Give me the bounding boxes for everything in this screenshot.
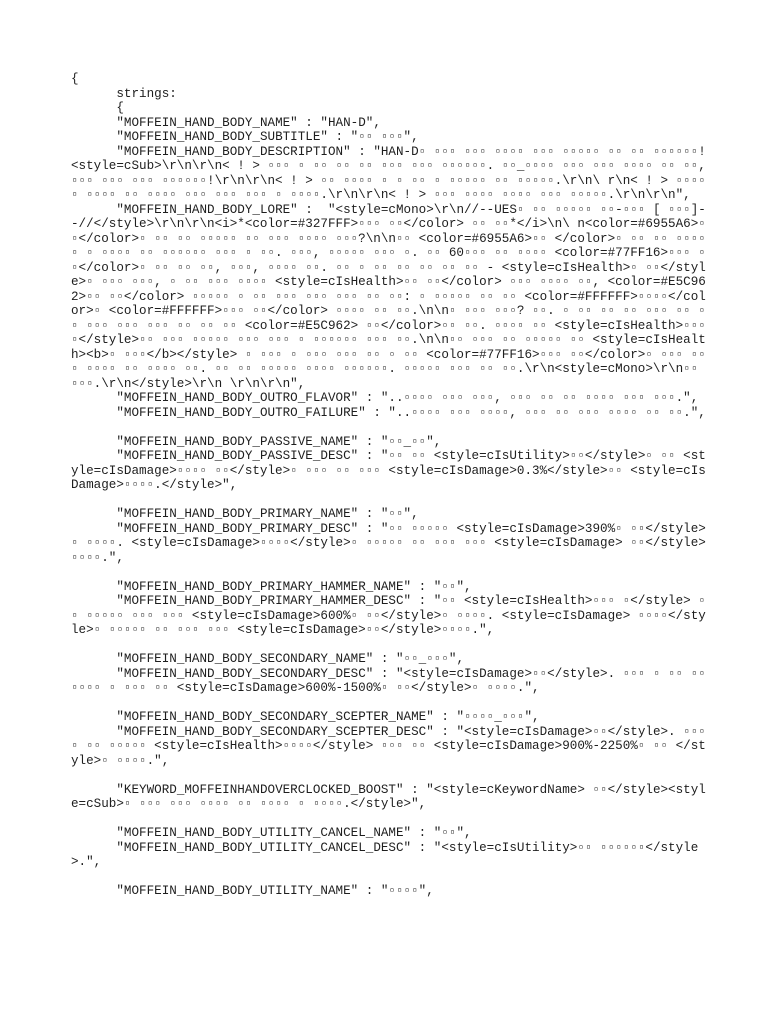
code-line: "MOFFEIN_HAND_BODY_SECONDARY_SCEPTER_NAME" : "▫▫▫▫_▫▫▫", <box>71 710 540 724</box>
blank-line <box>71 420 711 435</box>
code-line: { <box>71 72 79 86</box>
code-line: "MOFFEIN_HAND_BODY_UTILITY_CANCEL_DESC" : "<style=cIsUtility>▫▫ ▫▫▫▫▫▫</style>.", <box>71 840 699 869</box>
blank-line <box>71 812 711 827</box>
code-line: "MOFFEIN_HAND_BODY_OUTRO_FAILURE" : "..▫▫▫▫ ▫▫▫ ▫▫▫▫, ▫▫▫ ▫▫ ▫▫▫ ▫▫▫▫ ▫▫ ▫▫.", <box>71 405 706 420</box>
code-line: "MOFFEIN_HAND_BODY_SECONDARY_DESC" : "<style=cIsDamage>▫▫</style>. ▫▫▫ ▫ ▫▫ ▫▫▫▫▫▫ ▫ ▫▫▫ ▫▫ <style=cIsDamage>600%-1500%▫ ▫▫</style>▫ ▫▫▫▫.", <box>71 666 706 695</box>
blank-line <box>71 493 711 508</box>
code-line: "MOFFEIN_HAND_BODY_SECONDARY_NAME" : "▫▫_▫▫▫", <box>71 652 465 666</box>
code-line: "MOFFEIN_HAND_BODY_OUTRO_FLAVOR" : "..▫▫▫▫ ▫▫▫ ▫▫▫, ▫▫▫ ▫▫ ▫▫ ▫▫▫▫ ▫▫▫ ▫▫▫.", <box>71 391 699 405</box>
blank-line <box>71 638 711 653</box>
code-line: "MOFFEIN_HAND_BODY_LORE" : "<style=cMono>\r\n//--UES▫ ▫▫ ▫▫▫▫▫ ▫▫-▫▫▫ [ ▫▫▫]--//</style>\r\n\r\n<i>*<color=#327FFF>▫▫▫ ▫▫</color> ▫▫ ▫▫*</i>\n\ n<color=#6955A6>▫▫</color>▫ ▫▫ ▫▫ ▫▫▫▫▫ ▫▫ ▫▫▫ ▫▫▫▫ ▫▫▫?\n\n▫▫ <color=#6955A6>▫▫ </color>▫ ▫▫ ▫▫ ▫▫▫▫▫ ▫ ▫▫▫▫ ▫▫ ▫▫▫▫▫▫ ▫▫▫ ▫ ▫▫. ▫▫▫, ▫▫▫▫▫ ▫▫▫ ▫. ▫▫ 60▫▫▫ ▫▫ ▫▫▫▫ <color=#77FF16>▫▫▫ ▫▫</color>▫ ▫▫ ▫▫ ▫▫, ▫▫▫, ▫▫▫▫ ▫▫. ▫▫ ▫ ▫▫ ▫▫ ▫▫ ▫▫ ▫▫ - <style=cIsHealth>▫ ▫▫</style>▫ ▫▫▫ ▫▫▫, ▫ ▫▫ ▫▫▫ ▫▫▫▫ <style=cIsHealth>▫▫ ▫▫</color> ▫▫▫ ▫▫▫▫ ▫▫, <color=#E5C962>▫▫ ▫▫</color> ▫▫▫▫▫ ▫ ▫▫ ▫▫▫ ▫▫▫ ▫▫▫ ▫▫ ▫▫: ▫ ▫▫▫▫▫ ▫▫ ▫▫ <color=#FFFFFF>▫▫▫▫</color>▫ <color=#FFFFFF>▫▫▫ ▫▫</color> ▫▫▫▫ ▫▫ ▫▫.\n\n▫ ▫▫▫ ▫▫▫? ▫▫. ▫ ▫▫ ▫▫ ▫▫ ▫▫▫ ▫▫ ▫▫ ▫▫▫ ▫▫▫ ▫▫▫ ▫▫ ▫▫ ▫▫ <color=#E5C962> ▫▫</color>▫▫ ▫▫. ▫▫▫▫ ▫▫ <style=cIsHealth>▫▫▫▫</style>▫▫ ▫▫▫ ▫▫▫▫▫ ▫▫▫ ▫▫▫ ▫ ▫▫▫▫▫▫ ▫▫▫ ▫▫.\n\n▫▫ ▫▫▫ ▫▫ ▫▫▫▫▫ ▫▫ <style=cIsHealth><b>▫ ▫▫▫</b></style> ▫ ▫▫▫ ▫ ▫▫▫ ▫▫▫ ▫▫ ▫ ▫▫ <color=#77FF16>▫▫▫ ▫▫</color>▫ ▫▫▫ ▫▫▫ ▫▫▫▫ ▫▫ ▫▫▫▫ ▫▫. ▫▫ ▫▫ ▫▫▫▫▫ ▫▫▫▫ ▫▫▫▫▫▫. ▫▫▫▫▫ ▫▫▫ ▫▫ ▫▫.\r\n<style=cMono>\r\n▫▫ ▫▫▫.\r\n</style>\r\n \r\n\r\n", <box>71 202 706 391</box>
document-body <box>71 72 714 899</box>
code-line: "MOFFEIN_HAND_BODY_PASSIVE_NAME" : "▫▫_▫▫", <box>71 434 442 449</box>
code-line: "MOFFEIN_HAND_BODY_PRIMARY_DESC" : "▫▫ ▫▫▫▫▫ <style=cIsDamage>390%▫ ▫▫</style>▫ ▫▫▫▫. <style=cIsDamage>▫▫▫▫</style>▫ ▫▫▫▫▫ ▫▫ ▫▫▫ ▫▫▫ <style=cIsDamage> ▫▫</style>▫▫▫▫.", <box>71 521 706 565</box>
code-line: "MOFFEIN_HAND_BODY_PRIMARY_NAME" : "▫▫", <box>71 507 419 521</box>
code-line: "MOFFEIN_HAND_BODY_SUBTITLE" : "▫▫ ▫▫▫", <box>71 130 419 144</box>
code-line: "MOFFEIN_HAND_BODY_PASSIVE_DESC" : "▫▫ ▫▫ <style=cIsUtility>▫▫</style>▫ ▫▫ <style=cIsDamage>▫▫▫▫ ▫▫</style>▫ ▫▫▫ ▫▫ ▫▫▫ <style=cIsDamage>0.3%</style>▫▫ <style=cIsDamage>▫▫▫▫.</style>", <box>71 449 706 492</box>
blank-line <box>71 768 711 783</box>
code-line: "MOFFEIN_HAND_BODY_PRIMARY_HAMMER_NAME" : "▫▫", <box>71 579 472 594</box>
code-line: "MOFFEIN_HAND_BODY_PRIMARY_HAMMER_DESC" : "▫▫ <style=cIsHealth>▫▫▫ ▫</style> ▫▫ ▫▫▫▫▫ ▫▫▫ ▫▫▫ <style=cIsDamage>600%▫ ▫▫</style>▫ ▫▫▫▫. <style=cIsDamage> ▫▫▫▫</style>▫ ▫▫▫▫▫ ▫▫ ▫▫▫ ▫▫▫ <style=cIsDamage>▫▫</style>▫▫▫▫.", <box>71 594 706 637</box>
code-line: "MOFFEIN_HAND_BODY_UTILITY_NAME" : "▫▫▫▫", <box>71 884 434 898</box>
code-line: "MOFFEIN_HAND_BODY_DESCRIPTION" : "HAN-D▫ ▫▫▫ ▫▫▫ ▫▫▫▫ ▫▫▫ ▫▫▫▫▫ ▫▫ ▫▫ ▫▫▫▫▫▫! <style=cSub>\r\n\r\n< ! > ▫▫▫ ▫ ▫▫ ▫▫ ▫▫ ▫▫▫ ▫▫▫ ▫▫▫▫▫▫. ▫▫_▫▫▫▫ ▫▫▫ ▫▫▫ ▫▫▫▫ ▫▫ ▫▫, ▫▫▫ ▫▫▫ ▫▫▫ ▫▫▫▫▫▫!\r\n\r\n< ! > ▫▫ ▫▫▫▫ ▫ ▫ ▫▫ ▫ ▫▫▫▫▫ ▫▫ ▫▫▫▫▫.\r\n\ r\n< ! > ▫▫▫▫▫ ▫▫▫▫ ▫▫ ▫▫▫▫ ▫▫▫ ▫▫▫ ▫▫▫ ▫ ▫▫▫▫.\r\n\r\n< ! > ▫▫▫ ▫▫▫▫ ▫▫▫▫ ▫▫▫ ▫▫▫▫▫.\r\n\r\n", <box>71 144 714 202</box>
code-line: "MOFFEIN_HAND_BODY_UTILITY_CANCEL_NAME" : "▫▫", <box>71 826 472 840</box>
blank-line <box>71 870 711 885</box>
blank-line <box>71 565 711 580</box>
code-line: "MOFFEIN_HAND_BODY_NAME" : "HAN-D", <box>71 115 381 130</box>
code-line: strings: <box>71 86 177 101</box>
blank-line <box>71 696 711 711</box>
code-line: { <box>71 101 124 115</box>
code-line: "KEYWORD_MOFFEINHANDOVERCLOCKED_BOOST" : "<style=cKeywordName> ▫▫</style><style=cSub>▫ ▫▫▫ ▫▫▫ ▫▫▫▫ ▫▫ ▫▫▫▫ ▫ ▫▫▫▫.</style>", <box>71 782 706 811</box>
code-line: "MOFFEIN_HAND_BODY_SECONDARY_SCEPTER_DESC" : "<style=cIsDamage>▫▫</style>. ▫▫▫ ▫ ▫▫ ▫▫▫▫▫ <style=cIsHealth>▫▫▫▫</style> ▫▫▫ ▫▫ <style=cIsDamage>900%-2250%▫ ▫▫ </style>▫ ▫▫▫▫.", <box>71 724 714 768</box>
